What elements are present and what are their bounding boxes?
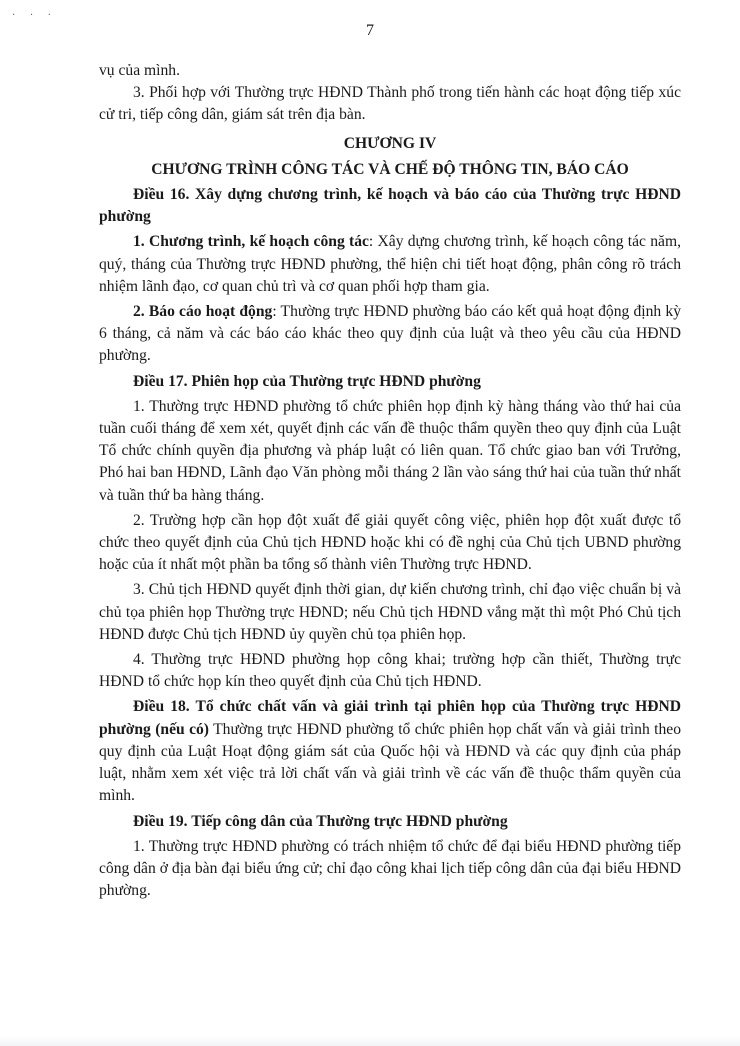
article-16-p2-label: 2. Báo cáo hoạt động [133,303,273,321]
article-16-paragraph-1 [99,231,681,298]
page-number: 7 [366,22,374,39]
article-19-heading: Điều 19. Tiếp công dân của Thường trực HĐND phường [133,812,508,830]
article-17-paragraph-2: 2. Trường hợp cần họp đột xuất để giải quyết công việc, phiên họp đột xuất được tổ chức theo quyết định của Chủ tịch HĐND hoặc khi có đề nghị của Chủ tịch UBND phường hoặc của ít nhất một phần ba tổng số thành viên Thường trực HĐND. [99,511,681,574]
scan-marks: · · · [12,10,57,21]
continuation-line: vụ của mình. [99,62,180,79]
article-17-paragraph-1: 1. Thường trực HĐND phường tổ chức phiên họp định kỳ hàng tháng vào thứ hai của tuần cuối tháng để xem xét, quyết định các vấn đề thuộc thẩm quyền theo quy định của Luật Tổ chức chính quyền địa phương và pháp luật có liên quan. Tổ chức giao ban với Trưởng, Phó hai ban HĐND, Lãnh đạo Văn phòng mỗi tháng 2 lần vào sáng thứ hai của tuần thứ nhất và tuần thứ ba hàng tháng. [99,397,681,504]
article-16-p2-text: : Thường trực HĐND phường báo cáo kết quả hoạt động định kỳ 6 tháng, cả năm và các báo cáo khác theo quy định của luật và theo yêu cầu của HĐND phường. [99,303,681,365]
article-16-p1-text: : Xây dựng chương trình, kế hoạch công tác năm, quý, tháng của Thường trực HĐND phường, thể hiện chi tiết hoạt động, phân công rõ trách nhiệm lãnh đạo, cơ quan chủ trì và cơ quan phối hợp tham gia. [99,233,681,295]
article-17-paragraph-4: 4. Thường trực HĐND phường họp công khai; trường hợp cần thiết, Thường trực HĐND tổ chức họp kín theo quyết định của Chủ tịch HĐND. [99,651,681,691]
intro-item-3: 3. Phối hợp với Thường trực HĐND Thành phố trong tiến hành các hoạt động tiếp xúc cử tri, tiếp công dân, giám sát trên địa bàn. [99,84,681,124]
scan-edge [0,1036,740,1046]
article-19-paragraph-1: 1. Thường trực HĐND phường có trách nhiệm tổ chức để đại biểu HĐND phường tiếp công dân ở địa bàn đại biểu ứng cử; chỉ đạo công khai lịch tiếp công dân của đại biểu HĐND phường. [99,837,681,900]
document-body [99,60,681,902]
article-18-heading: Điều 18. Tổ chức chất vấn và giải trình tại phiên họp của Thường trực HĐND phường (nếu có) [99,698,681,738]
article-18-text: Thường trực HĐND phường tổ chức phiên họp chất vấn và giải trình theo quy định của Luật Hoạt động giám sát của Quốc hội và HĐND và các quy định của pháp luật, nhằm xem xét việc trả lời chất vấn và giải trình về các vấn đề thuộc thẩm quyền của mình. [99,720,681,805]
chapter-subtitle: CHƯƠNG TRÌNH CÔNG TÁC VÀ CHẾ ĐỘ THÔNG TIN, BÁO CÁO [151,160,629,178]
article-18-paragraph [99,696,681,807]
article-16-paragraph-2 [99,301,681,368]
chapter-title: CHƯƠNG IV [343,134,437,152]
article-16-p1-label: 1. Chương trình, kế hoạch công tác [133,233,369,251]
article-16-heading: Điều 16. Xây dựng chương trình, kế hoạch và báo cáo của Thường trực HĐND phường [99,186,681,226]
article-17-paragraph-3: 3. Chủ tịch HĐND quyết định thời gian, dự kiến chương trình, chỉ đạo việc chuẩn bị và chủ tọa phiên họp Thường trực HĐND; nếu Chủ tịch HĐND vắng mặt thì một Phó Chủ tịch HĐND được Chủ tịch HĐND ủy quyền chủ tọa phiên họp. [99,581,681,643]
article-17-heading: Điều 17. Phiên họp của Thường trực HĐND phường [133,372,481,390]
